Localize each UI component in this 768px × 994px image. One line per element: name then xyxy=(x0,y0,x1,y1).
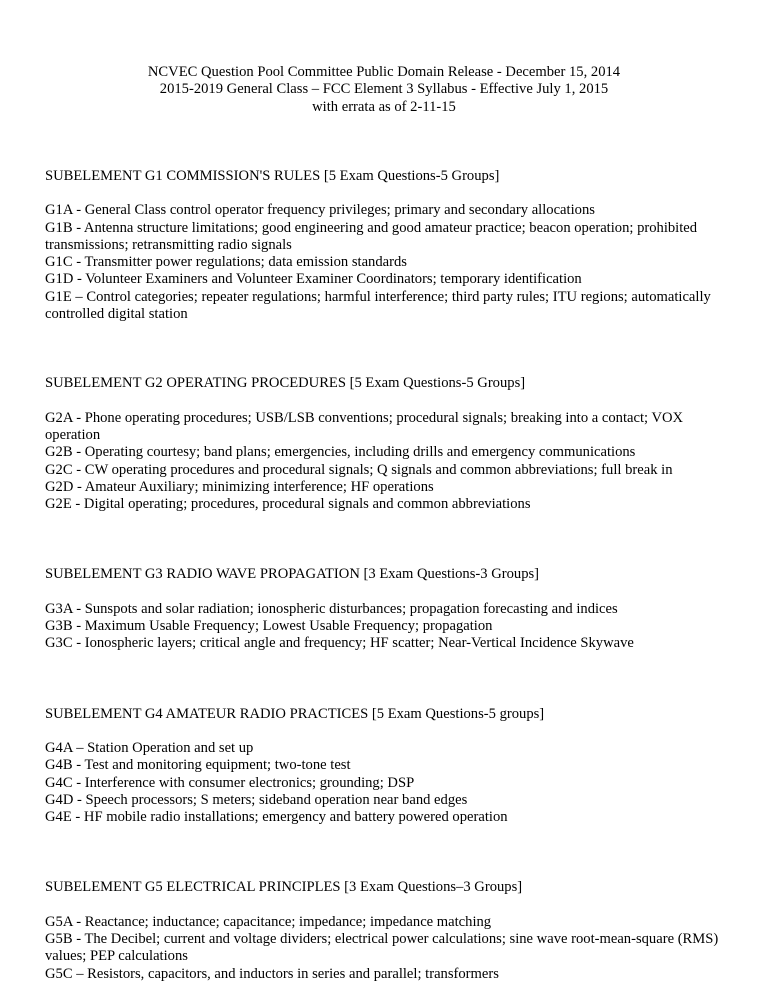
subelement-g5 xyxy=(45,879,730,982)
group-item: G3B - Maximum Usable Frequency; Lowest Usable Frequency; propagation xyxy=(45,618,493,635)
header-syllabus-line: 2015-2019 General Class – FCC Element 3 Syllabus - Effective July 1, 2015 xyxy=(159,81,609,98)
subelement-title: SUBELEMENT G1 COMMISSION'S RULES [5 Exam Questions-5 Groups] xyxy=(45,168,500,184)
group-item: G3C - Ionospheric layers; critical angle and frequency; HF scatter; Near-Vertical Incidence Skywave xyxy=(45,635,634,652)
group-item: G2E - Digital operating; procedures, procedural signals and common abbreviations xyxy=(45,496,531,513)
group-item: G4C - Interference with consumer electronics; grounding; DSP xyxy=(45,774,415,791)
group-item: G1C - Transmitter power regulations; data emission standards xyxy=(45,254,407,271)
group-item: G4B - Test and monitoring equipment; two-tone test xyxy=(45,757,351,774)
group-item: G2A - Phone operating procedures; USB/LSB conventions; procedural signals; breaking into a contact; VOX operation xyxy=(45,409,684,443)
group-item: G1B - Antenna structure limitations; good engineering and good amateur practice; beacon operation; prohibited transmissions; retransmitting radio signals xyxy=(45,219,698,253)
document-header xyxy=(0,64,768,116)
group-item: G2B - Operating courtesy; band plans; emergencies, including drills and emergency communications xyxy=(45,444,636,461)
group-item: G5C – Resistors, capacitors, and inductors in series and parallel; transformers xyxy=(45,965,499,982)
group-item: G1A - General Class control operator frequency privileges; primary and secondary allocations xyxy=(45,202,595,219)
subelement-title: SUBELEMENT G2 OPERATING PROCEDURES [5 Exam Questions-5 Groups] xyxy=(45,375,526,392)
group-item: G1E – Control categories; repeater regulations; harmful interference; third party rules; ITU regions; automatically controlled digital station xyxy=(45,288,711,323)
subelement-g3 xyxy=(45,566,730,652)
group-item: G1D - Volunteer Examiners and Volunteer Examiner Coordinators; temporary identification xyxy=(45,271,582,288)
subelement-title: SUBELEMENT G3 RADIO WAVE PROPAGATION [3 Exam Questions-3 Groups] xyxy=(45,566,540,583)
group-item: G4A – Station Operation and set up xyxy=(45,739,254,756)
header-errata-line: with errata as of 2-11-15 xyxy=(312,98,456,115)
subelement-title: SUBELEMENT G4 AMATEUR RADIO PRACTICES [5 Exam Questions-5 groups] xyxy=(45,705,545,722)
group-item: G2D - Amateur Auxiliary; minimizing interference; HF operations xyxy=(45,478,434,495)
subelement-g1 xyxy=(45,168,730,323)
subelement-title: SUBELEMENT G5 ELECTRICAL PRINCIPLES [3 Exam Questions–3 Groups] xyxy=(45,879,523,896)
group-item: G3A - Sunspots and solar radiation; ionospheric disturbances; propagation forecasting and indices xyxy=(45,600,618,617)
syllabus-body xyxy=(45,168,730,983)
group-item: G4D - Speech processors; S meters; sideband operation near band edges xyxy=(45,791,468,808)
group-item: G5A - Reactance; inductance; capacitance; impedance; impedance matching xyxy=(45,913,492,930)
subelement-g2 xyxy=(45,375,730,513)
group-item: G5B - The Decibel; current and voltage dividers; electrical power calculations; sine wave root-mean-square (RMS) values; PEP calculations xyxy=(45,931,719,965)
subelement-g4 xyxy=(45,706,730,827)
header-release-line: NCVEC Question Pool Committee Public Domain Release - December 15, 2014 xyxy=(147,64,621,80)
group-item: G4E - HF mobile radio installations; emergency and battery powered operation xyxy=(45,809,508,826)
group-item: G2C - CW operating procedures and procedural signals; Q signals and common abbreviations; full break in xyxy=(45,461,673,478)
